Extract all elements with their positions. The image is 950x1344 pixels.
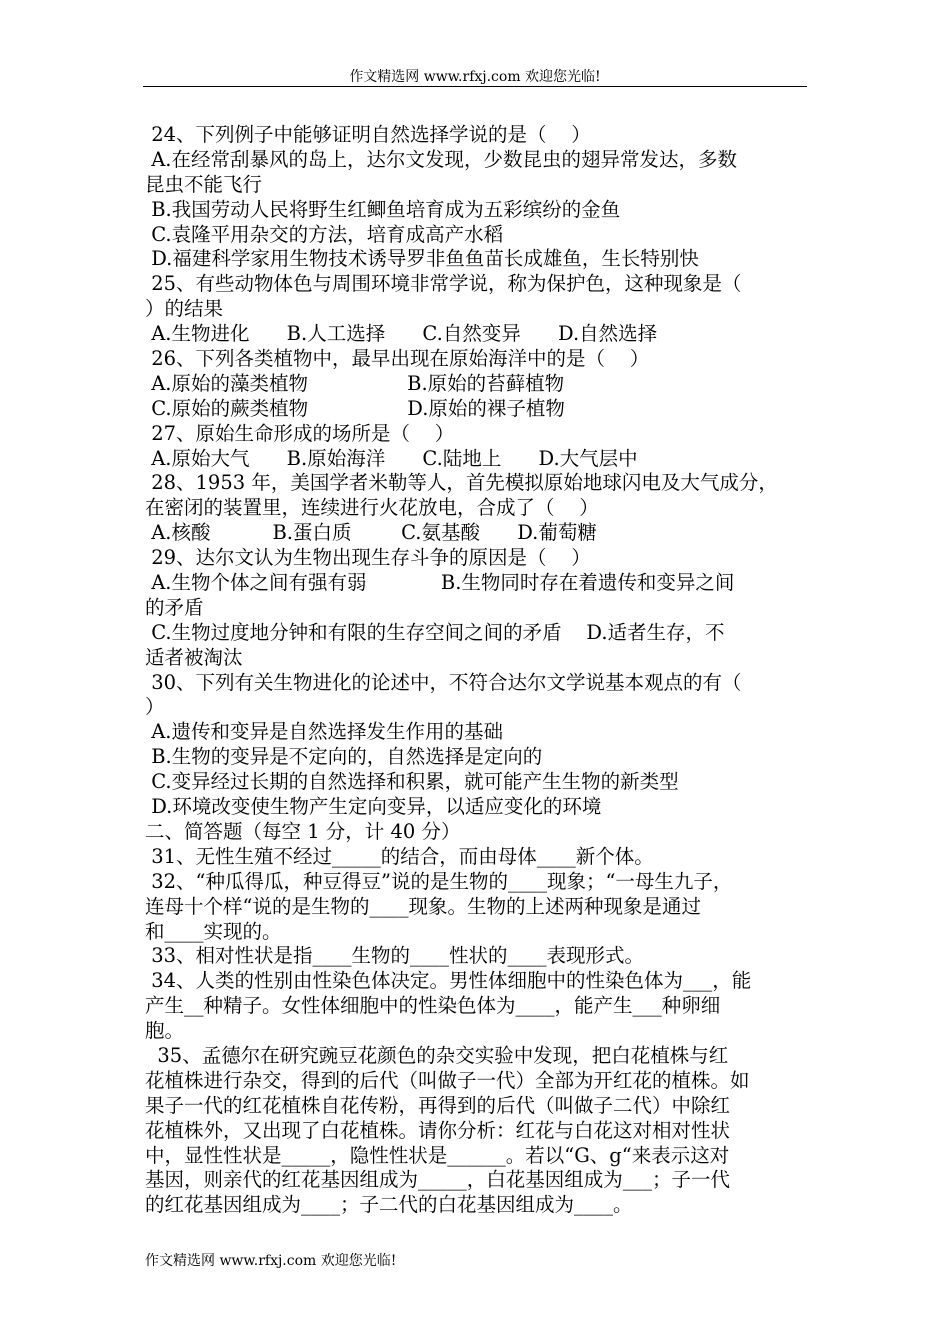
text-line: A.生物个体之间有强有弱 B.生物同时存在着遗传和变异之间 <box>145 571 735 595</box>
text-line: 连母十个样“说的是生物的____现象。生物的上述两种现象是通过 <box>145 894 701 918</box>
header-rule <box>143 86 807 87</box>
text-line: C.原始的蕨类植物 D.原始的裸子植物 <box>145 396 565 420</box>
text-line: 二、简答题（每空 1 分，计 40 分） <box>145 819 461 843</box>
text-line: 胞。 <box>145 1019 185 1043</box>
text-line: 基因，则亲代的红花基因组成为_____，白花基因组成为___；子一代 <box>145 1168 731 1192</box>
text-line: 26、下列各类植物中，最早出现在原始海洋中的是（ ） <box>145 347 650 371</box>
text-line: B.生物的变异是不定向的，自然选择是定向的 <box>145 745 543 769</box>
text-line: 花植株外，又出现了白花植株。请你分析：红花与白花这对相对性状 <box>145 1118 731 1142</box>
text-line: D.福建科学家用生物技术诱导罗非鱼鱼苗长成雄鱼，生长特别快 <box>145 247 699 271</box>
text-line: 的矛盾 <box>145 595 204 619</box>
text-line: B.我国劳动人民将野生红鲫鱼培育成为五彩缤纷的金鱼 <box>145 197 621 221</box>
page-footer: 作文精选网 www.rfxj.com 欢迎您光临! <box>145 1253 397 1269</box>
text-line: A.原始大气 B.原始海洋 C.陆地上 D.大气层中 <box>145 446 638 470</box>
text-line: C.生物过度地分钟和有限的生存空间之间的矛盾 D.适者生存，不 <box>145 620 725 644</box>
text-line: 31、无性生殖不经过_____的结合，而由母体____新个体。 <box>145 844 654 868</box>
text-line: A.遗传和变异是自然选择发生作用的基础 <box>145 720 503 744</box>
text-line: 29、达尔文认为生物出现生存斗争的原因是（ ） <box>145 546 591 570</box>
text-line: C.袁隆平用杂交的方法，培育成高产水稻 <box>145 222 504 246</box>
text-line: A.生物进化 B.人工选择 C.自然变异 D.自然选择 <box>145 322 658 346</box>
text-line: 32、“种瓜得瓜，种豆得豆”说的是生物的____现象；“一母生九子， <box>145 869 733 893</box>
text-line: ）的结果 <box>145 297 224 321</box>
text-line: 34、人类的性别由性染色体决定。男性体细胞中的性染色体为___，能 <box>145 969 752 993</box>
text-line: 24、下列例子中能够证明自然选择学说的是（ ） <box>145 123 591 146</box>
text-line: 30、下列有关生物进化的论述中，不符合达尔文学说基本观点的有（ <box>145 670 742 694</box>
text-line: 昆虫不能飞行 <box>145 172 263 196</box>
text-line: 在密闭的装置里，连续进行火花放电，合成了（ ） <box>145 496 599 520</box>
text-line: A.核酸 B.蛋白质 C.氨基酸 D.葡萄糖 <box>145 521 597 545</box>
page-header: 作文精选网 www.rfxj.com 欢迎您光临! <box>349 69 601 85</box>
text-line: 花植株进行杂交，得到的后代（叫做子一代）全部为开红花的植株。如 <box>145 1068 750 1092</box>
text-line: A.在经常刮暴风的岛上，达尔文发现，少数昆虫的翅异常发达，多数 <box>145 147 737 171</box>
text-line: 适者被淘汰 <box>145 645 243 669</box>
text-line: 33、相对性状是指____生物的____性状的____表现形式。 <box>145 944 645 968</box>
text-line: 35、孟德尔在研究豌豆花颜色的杂交实验中发现，把白花植株与红 <box>145 1043 729 1067</box>
text-line: D.环境改变使生物产生定向变异，以适应变化的环境 <box>145 795 602 819</box>
text-line: 中，显性性状是_____，隐性性状是______。若以“G、g“来表示这对 <box>145 1143 730 1167</box>
text-line: 28、1953 年，美国学者米勒等人，首先模拟原始地球闪电及大气成分， <box>145 471 778 495</box>
text-line: C.变异经过长期的自然选择和积累，就可能产生生物的新类型 <box>145 770 679 794</box>
text-line: 25、有些动物体色与周围环境非常学说，称为保护色，这种现象是（ <box>145 272 742 296</box>
text-line: 27、原始生命形成的场所是（ ） <box>145 421 455 445</box>
text-line: ） <box>145 695 165 719</box>
text-line: 和____实现的。 <box>145 919 282 943</box>
text-line: 产生__种精子。女性体细胞中的性染色体为____，能产生___种卵细 <box>145 994 721 1018</box>
document-body <box>145 123 813 1218</box>
text-line: A.原始的藻类植物 B.原始的苔藓植物 <box>145 371 565 395</box>
text-line: 果子一代的红花植株自花传粉，再得到的后代（叫做子二代）中除红 <box>145 1093 731 1117</box>
text-line: 的红花基因组成为____；子二代的白花基因组成为____。 <box>145 1193 633 1217</box>
